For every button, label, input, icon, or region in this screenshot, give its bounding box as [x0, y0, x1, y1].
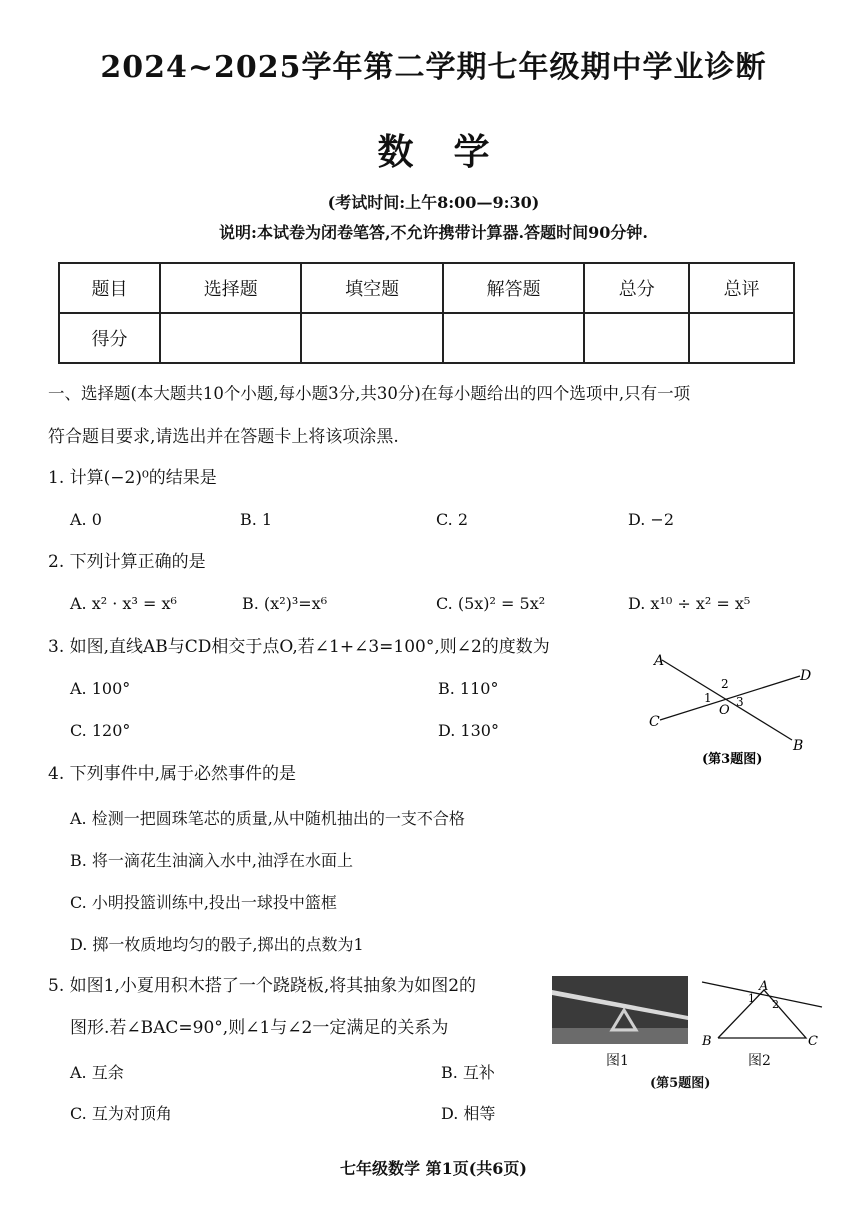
- question-1-stem: 1. 计算(−2)⁰的结果是: [48, 468, 217, 488]
- q2-option-c[interactable]: C. (5x)² = 5x²: [436, 594, 546, 613]
- q4-option-b[interactable]: B. 将一滴花生油滴入水中,油浮在水面上: [70, 851, 354, 870]
- question-5-stem-line2: 图形.若∠BAC=90°,则∠1与∠2一定满足的关系为: [70, 1018, 449, 1038]
- q5-option-b[interactable]: B. 互补: [441, 1063, 495, 1082]
- label-a: A: [654, 653, 665, 669]
- q1-option-c[interactable]: C. 2: [436, 510, 469, 529]
- label-c: C: [649, 714, 660, 730]
- q3-option-c[interactable]: C. 120°: [70, 721, 131, 740]
- question-2-stem: 2. 下列计算正确的是: [48, 552, 206, 572]
- score-table-header-row: [59, 263, 794, 313]
- score-cell[interactable]: [160, 313, 301, 363]
- exam-note: 说明:本试卷为闭卷笔答,不允许携带计算器.答题时间90分钟.: [219, 223, 648, 242]
- q1-option-d[interactable]: D. −2: [628, 510, 675, 529]
- q1-option-b[interactable]: B. 1: [240, 510, 273, 529]
- score-cell[interactable]: [443, 313, 584, 363]
- q3-option-d[interactable]: D. 130°: [438, 721, 499, 740]
- q5-option-d[interactable]: D. 相等: [441, 1104, 496, 1123]
- label-b: B: [702, 1034, 712, 1049]
- q4-option-d[interactable]: D. 掷一枚质地均匀的骰子,掷出的点数为1: [70, 935, 364, 954]
- figure-2-label: 图2: [748, 1053, 771, 1069]
- q5-option-c[interactable]: C. 互为对顶角: [70, 1104, 172, 1123]
- table-header-cell: 填空题: [301, 263, 442, 313]
- section-heading-line2: 符合题目要求,请选出并在答题卡上将该项涂黑.: [48, 427, 399, 447]
- question-4-stem: 4. 下列事件中,属于必然事件的是: [48, 764, 297, 784]
- angle-1-label: 1: [748, 992, 755, 1005]
- q2-option-d[interactable]: D. x¹⁰ ÷ x² = x⁵: [628, 594, 751, 613]
- line-ab: [662, 660, 792, 740]
- score-cell[interactable]: [689, 313, 794, 363]
- q3-figure: [640, 650, 820, 775]
- exam-title: 2024~2025学年第二学期七年级期中学业诊断: [100, 50, 767, 85]
- table-header-cell: 总评: [689, 263, 794, 313]
- q5-figure-caption: (第5题图): [650, 1076, 711, 1091]
- q2-option-b[interactable]: B. (x²)³=x⁶: [242, 594, 328, 613]
- q5-option-a[interactable]: A. 互余: [70, 1063, 124, 1082]
- q2-option-a[interactable]: A. x² · x³ = x⁶: [70, 594, 177, 613]
- triangle-abc: [718, 990, 806, 1038]
- score-cell[interactable]: [301, 313, 442, 363]
- table-header-cell: 题目: [59, 263, 160, 313]
- line-cd: [660, 676, 800, 720]
- figure-1-label: 图1: [606, 1053, 629, 1069]
- question-5-stem-line1: 5. 如图1,小夏用积木搭了一个跷跷板,将其抽象为如图2的: [48, 976, 477, 996]
- label-c: C: [808, 1034, 818, 1049]
- label-a: A: [759, 979, 769, 994]
- q4-option-a[interactable]: A. 检测一把圆珠笔芯的质量,从中随机抽出的一支不合格: [70, 809, 465, 828]
- label-o: O: [719, 703, 730, 718]
- q3-option-a[interactable]: A. 100°: [70, 679, 131, 698]
- q5-photo-figure-1: [552, 976, 688, 1044]
- exam-time: (考试时间:上午8:00—9:30): [327, 193, 540, 212]
- angle-1-label: 1: [704, 691, 712, 705]
- label-d: D: [800, 668, 812, 684]
- q3-figure-caption: (第3题图): [702, 752, 763, 767]
- table-header-cell: 解答题: [443, 263, 584, 313]
- label-b: B: [793, 738, 804, 754]
- q4-option-c[interactable]: C. 小明投篮训练中,投出一球投中篮框: [70, 893, 337, 912]
- q1-option-a[interactable]: A. 0: [70, 510, 102, 529]
- page-footer: 七年级数学 第1页(共6页): [340, 1159, 527, 1178]
- score-table-score-row: [59, 313, 794, 363]
- angle-2-label: 2: [772, 998, 779, 1011]
- table-header-cell: 选择题: [160, 263, 301, 313]
- angle-2-label: 2: [721, 677, 729, 691]
- score-table: [58, 262, 795, 364]
- subject-title: 数学: [377, 131, 530, 173]
- table-row-label: 得分: [59, 313, 160, 363]
- q5-triangle-figure-2: [698, 974, 828, 1049]
- score-cell[interactable]: [584, 313, 689, 363]
- question-3-stem: 3. 如图,直线AB与CD相交于点O,若∠1+∠3=100°,则∠2的度数为: [48, 637, 550, 657]
- q3-option-b[interactable]: B. 110°: [438, 679, 499, 698]
- angle-3-label: 3: [736, 695, 744, 709]
- section-heading-line1: 一、选择题(本大题共10个小题,每小题3分,共30分)在每小题给出的四个选项中,只有一项: [48, 384, 691, 403]
- table-header-cell: 总分: [584, 263, 689, 313]
